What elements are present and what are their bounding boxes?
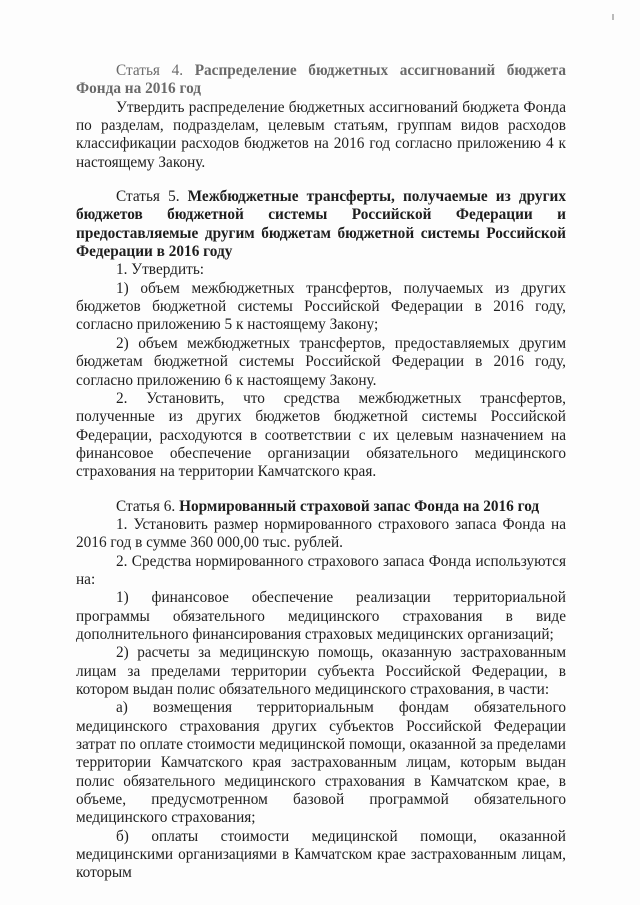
article-6-paragraph-4: 2) расчеты за медицинскую помощь, оказанную застрахованным лицам за пределами территории субъекта Российской Федерации, в котором выдан полис обязательного медицинского страхования, в части: <box>76 644 566 698</box>
article-6-heading-prefix: Статья 6. <box>116 497 180 515</box>
article-6-heading-title: Нормированный страховой запас Фонда на 2016 год <box>179 497 540 515</box>
article-5-paragraph-3: 2) объем межбюджетных трансфертов, предоставляемых другим бюджетам бюджетной системы Российской Федерации в 2016 году, согласно приложению 6 к настоящему Закону. <box>76 334 566 389</box>
document-body <box>76 62 566 883</box>
article-5-paragraph-4: 2. Установить, что средства межбюджетных трансфертов, полученные из других бюджетов бюджетной системы Российской Федерации, расходуются в соответствии с их целевым назначением на финансовое обеспечение организации обязательного медицинского страхования на территории Камчатского края. <box>76 389 566 481</box>
article-4-heading-title: Распределение бюджетных ассигнований бюджета Фонда на 2016 год <box>76 62 566 98</box>
article-5-paragraph-1: 1. Утвердить: <box>116 261 205 279</box>
article-4-heading-prefix: Статья 4. <box>116 62 195 79</box>
article-5-heading-title: Межбюджетные трансферты, получаемые из других бюджетов бюджетной системы Российской Федерации и предоставляемые другим бюджетам бюджетной системы Российской Федерации в 2016 году <box>76 188 566 261</box>
article-5-heading-prefix: Статья 5. <box>116 188 188 206</box>
article-6-paragraph-5: а) возмещения территориальным фондам обязательного медицинского страхования других субъектов Российской Федерации затрат по оплате стоимости медицинской помощи, оказанной за пределами территории Камчатского края застрахованным лицам, которым выдан полис обязательного медицинского страхования в Камчатском крае, в объеме, предусмотренном базовой программой обязательного медицинского страхования; <box>76 699 566 827</box>
spacer <box>76 482 566 498</box>
article-6-paragraph-6: б) оплаты стоимости медицинской помощи, оказанной медицинскими организациями в Камчатском крае застрахованным лицам, которым <box>76 827 566 882</box>
article-6-paragraph-2: 2. Средства нормированного страхового запаса Фонда используются на: <box>76 552 566 588</box>
article-5-paragraph-2: 1) объем межбюджетных трансфертов, получаемых из других бюджетов бюджетной системы Российской Федерации в 2016 году, согласно приложению 5 к настоящему Закону; <box>76 279 566 334</box>
article-4-heading <box>76 62 566 99</box>
article-4-paragraph-1: Утвердить распределение бюджетных ассигнований бюджета Фонда по разделам, подразделам, целевым статьям, группам видов расходов классификации расходов бюджетов на 2016 год согласно приложению 4 к настоящему Закону. <box>76 98 566 171</box>
article-5-heading <box>76 188 566 261</box>
article-6-paragraph-1: 1. Установить размер нормированного страхового запаса Фонда на 2016 год в сумме 360 000,00 тыс. рублей. <box>76 515 566 552</box>
article-6-heading <box>76 498 566 516</box>
spacer <box>76 172 566 188</box>
scan-mark <box>612 14 614 20</box>
article-6-paragraph-3: 1) финансовое обеспечение реализации территориальной программы обязательного медицинского страхования в виде дополнительного финансирования страховых медицинских организаций; <box>76 589 566 643</box>
